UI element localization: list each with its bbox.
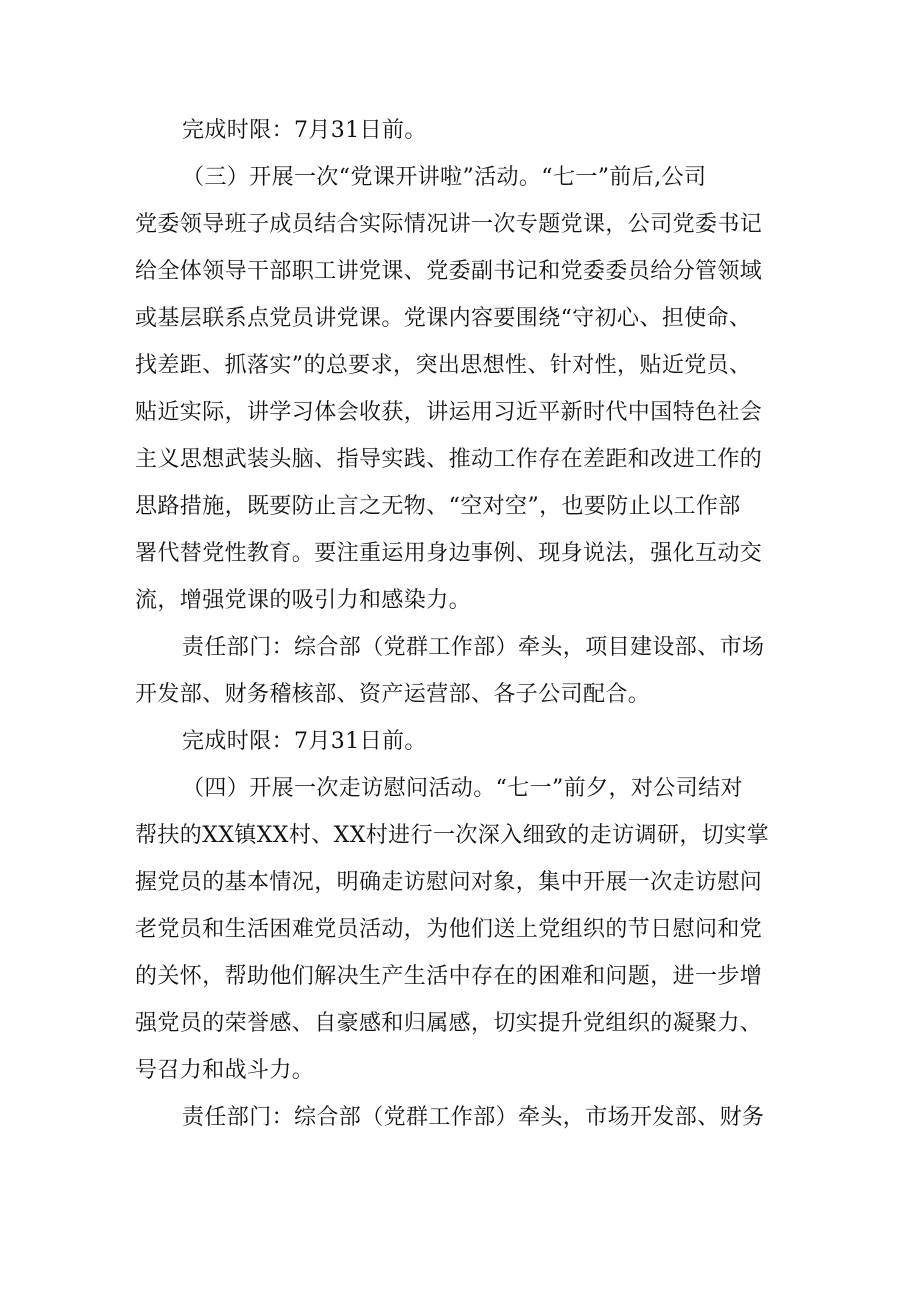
text-line: 找差距、抓落实”的总要求，突出思想性、针对性，贴近党员、 bbox=[135, 353, 752, 378]
paragraph-responsibility-3 bbox=[135, 624, 790, 718]
text-line: 主义思想武装头脑、指导实践、推动工作存在差距和改进工作的 bbox=[135, 447, 763, 472]
text-line: 号召力和战斗力。 bbox=[135, 1058, 315, 1083]
text-line: 的关怀，帮助他们解决生产生活中存在的困难和问题，进一步增 bbox=[135, 964, 763, 989]
paragraph-deadline-1 bbox=[135, 107, 790, 154]
paragraph-item-4 bbox=[135, 765, 790, 1094]
text-line: 党委领导班子成员结合实际情况讲一次专题党课，公司党委书记 bbox=[135, 212, 763, 237]
text-line: （四）开展一次走访慰问活动。“七一”前夕，对公司结对 bbox=[182, 776, 743, 801]
text-line: 给全体领导干部职工讲党课、党委副书记和党委委员给分管领域 bbox=[135, 259, 763, 284]
text-line: 贴近实际，讲学习体会收获，讲运用习近平新时代中国特色社会 bbox=[135, 400, 763, 425]
text-line: 或基层联系点党员讲党课。党课内容要围绕“守初心、担使命、 bbox=[135, 306, 752, 331]
text-line: 责任部门：综合部（党群工作部）牵头，市场开发部、财务 bbox=[182, 1105, 765, 1130]
text-line: 握党员的基本情况，明确走访慰问对象，集中开展一次走访慰问 bbox=[135, 870, 763, 895]
paragraph-deadline-2 bbox=[135, 718, 790, 765]
text-line: 老党员和生活困难党员活动，为他们送上党组织的节日慰问和党 bbox=[135, 917, 763, 942]
text-line: 完成时限：7月31日前。 bbox=[182, 118, 427, 143]
text-line: 流，增强党课的吸引力和感染力。 bbox=[135, 588, 472, 613]
text-line: （三）开展一次“党课开讲啦”活动。“七一”前后,公司 bbox=[182, 165, 707, 190]
text-line: 思路措施，既要防止言之无物、“空对空”，也要防止以工作部 bbox=[135, 494, 741, 519]
paragraph-responsibility-4 bbox=[135, 1094, 790, 1141]
paragraph-item-3 bbox=[135, 154, 790, 624]
text-line: 强党员的荣誉感、自豪感和归属感，切实提升党组织的凝聚力、 bbox=[135, 1011, 763, 1036]
text-line: 责任部门：综合部（党群工作部）牵头，项目建设部、市场 bbox=[182, 635, 765, 660]
text-line: 完成时限：7月31日前。 bbox=[182, 729, 427, 754]
text-line: 开发部、财务稽核部、资产运营部、各子公司配合。 bbox=[135, 682, 651, 707]
text-line: 帮扶的XX镇XX村、XX村进行一次深入细致的走访调研，切实掌 bbox=[135, 823, 769, 848]
document-body bbox=[135, 107, 790, 1141]
text-line: 署代替党性教育。要注重运用身边事例、现身说法，强化互动交 bbox=[135, 541, 763, 566]
